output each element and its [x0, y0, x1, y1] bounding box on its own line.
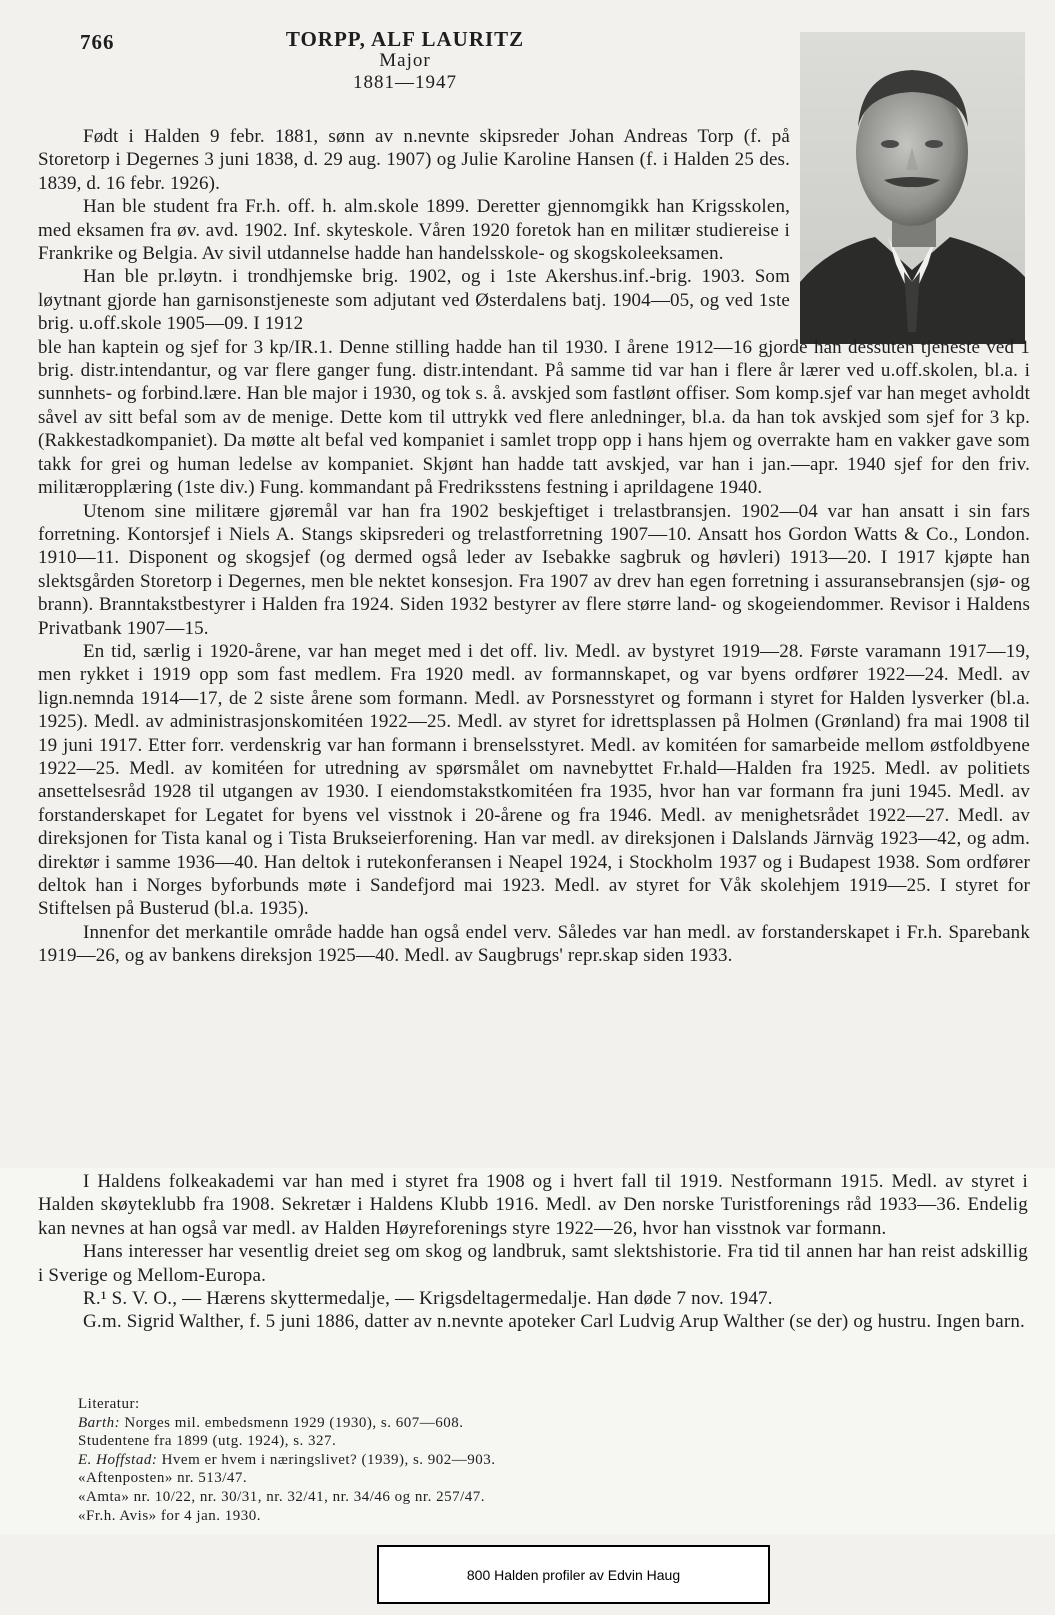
- paragraph-education: Han ble student fra Fr.h. off. h. alm.skole 1899. Deretter gjennomgikk han Krigsskolen, med eksamen fra øv. avd. 1902. Inf. skyteskole. Våren 1920 foretok han en militær studiereise i Frankrike og Belgia. Av sivil utdannelse hadde han handelsskole- og skogskoleeksamen.: [38, 196, 790, 265]
- footer-caption: 800 Halden profiler av Edvin Haug: [466, 1566, 681, 1583]
- literature-list: [78, 1395, 778, 1525]
- literature-item: [78, 1451, 778, 1470]
- footer-caption-box: [377, 1545, 770, 1604]
- literature-item: [78, 1414, 778, 1433]
- literature-item: «Amta» nr. 10/22, nr. 30/31, nr. 32/41, nr. 34/46 og nr. 257/47.: [78, 1488, 485, 1505]
- literature-item: Studentene fra 1899 (utg. 1924), s. 327.: [78, 1433, 337, 1450]
- entry-rank: Major: [379, 50, 431, 71]
- paragraph-business: Utenom sine militære gjøremål var han fra 1902 beskjeftiget i trelastbransjen. 1902—04 var han ansatt i sin fars forretning. Kontorsjef i Niels A. Stangs skipsrederi og trelastforretning 1907—10. Ansatt hos Gordon Watts & Co., London. 1910—11. Disponent og skogsjef (og dermed også leder av Isebakke sagbruk og høvleri) 1913—20. I 1917 kjøpte han slektsgården Storetorp i Degernes, men ble nektet konsesjon. Fra 1907 av drev han egen forretning i assuransebransjen (sjø- og brann). Branntakstbestyrer i Halden fra 1924. Siden 1932 bestyrer av flere større land- og skogeiendommer. Revisor i Haldens Privatbank 1907—15.: [38, 500, 1030, 639]
- literature-text: Norges mil. embedsmenn 1929 (1930), s. 607—608.: [120, 1414, 464, 1431]
- paragraph-birth: Født i Halden 9 febr. 1881, sønn av n.nevnte skipsreder Johan Andreas Torp (f. på Storetorp i Degernes 3 juni 1838, d. 29 aug. 1907) og Julie Karoline Hansen (f. i Halden 25 des. 1839, d. 16 febr. 1926).: [38, 126, 790, 194]
- paragraph-mercantile: Innenfor det merkantile område hadde han også endel verv. Således var han medl. av forstanderskapet i Fr.h. Sparebank 1919—26, og av bankens direksjon 1925—40. Medl. av Saugbrugs' repr.skap siden 1933.: [38, 921, 1030, 967]
- literature-heading: Literatur:: [78, 1396, 140, 1412]
- literature-author: E. Hoffstad:: [78, 1451, 158, 1468]
- paragraph-military-cont: ble han kaptein og sjef for 3 kp/IR.1. Denne stilling hadde han til 1930. I årene 1912—16 gjorde han dessuten tjeneste ved 1 brig. distr.intendantur, og var flere ganger fung. distr.intendant. På samme tid var han i flere år lærer ved u.off.skolen, bl.a. i sunnhets- og forbind.lære. Han ble major i 1930, og tok s. å. avskjed som fastlønt offiser. Som komp.sjef var han meget avholdt såvel av sitt befal som av de menige. Dette kom til uttrykk ved flere anledninger, bl.a. da han tok avskjed som sjef for 3 kp. (Rakkestadkompaniet). Da møtte alt befal ved kompaniet i samlet tropp opp i hans hjem og overrakte ham en vakker gave som takk for grei og human ledelse av kompaniet. Skjønt han hadde tatt avskjed, var han i jan.—apr. 1940 sjef for den friv. militæropplæring (1ste div.) Fung. kommandant på Fredriksstens festning i aprildagene 1940.: [38, 336, 1030, 499]
- page-number: 766: [80, 30, 115, 54]
- literature-item: «Fr.h. Avis» for 4 jan. 1930.: [78, 1507, 261, 1524]
- paragraph-interests: Hans interesser har vesentlig dreiet seg om skog og landbruk, samt slektshistorie. Fra tid til annen har han reist adskillig i Sverige og Mellom-Europa.: [38, 1241, 1028, 1286]
- paragraph-honours: R.¹ S. V. O., — Hærens skyttermedalje, — Krigsdeltagermedalje. Han døde 7 nov. 1947.: [83, 1288, 773, 1310]
- paragraph-public-life: En tid, særlig i 1920-årene, var han meget med i det off. liv. Medl. av bystyret 1919—28. Første varamann 1917—19, men rykket i 1919 opp som fast medlem. Fra 1920 medl. av formannskapet, og var byens ordfører 1922—24. Medl. av lign.nemnda 1914—17, de 2 siste årene som formann. Medl. av Porsnesstyret og formann i styret for Halden lysverker (bl.a. 1925). Medl. av administrasjonskomitéen 1922—25. Medl. av styret for idrettsplassen på Holmen (Grønland) fra mai 1908 til 19 juni 1917. Etter forr. verdenskrig var han formann i brenselsstyret. Medl. av komitéen for samarbeide mellom østfoldbyene 1922—25. Medl. av komitéen for utredning av spørsmålet om navnebyttet Fr.hald—Halden fra 1925. Medl. av politiets ansettelsesråd 1928 til utgangen av 1930. I eiendomstakstkomitéen fra 1935, hvor han var formann fra juni 1945. Medl. av forstanderskapet for Legatet for byens vel visstnok i 20-årene og fra 1946. Medl. av menighetsrådet 1922—27. Medl. av direksjonen for Tista kanal og i Tista Brukseierforening. Han var medl. av direksjonen i Dalslands Järnväg 1923—42, og adm. direktør i samme 1936—40. Han deltok i rutekonferansen i Neapel 1924, i Stockholm 1937 og i Budapest 1938. Som ordfører deltok han i Norges byforbunds møte i Sandefjord mai 1923. Medl. av styret for Våk skolehjem 1919—25. I styret for Stiftelsen på Busterud (bl.a. 1935).: [38, 640, 1030, 920]
- paragraph-marriage: G.m. Sigrid Walther, f. 5 juni 1886, datter av n.nevnte apoteker Carl Ludvig Arup Walther (se der) og hustru. Ingen barn.: [83, 1311, 1026, 1333]
- entry-years: 1881—1947: [353, 72, 457, 93]
- literature-item: «Aftenposten» nr. 513/47.: [78, 1470, 248, 1487]
- paragraph-associations: I Haldens folkeakademi var han med i styret fra 1908 og i hvert fall til 1919. Nestformann 1915. Medl. av styret i Halden skøyteklubb fra 1908. Sekretær i Haldens Klubb 1916. Medl. av Den norske Turistforenings råd 1933—36. Endelig kan nevnes at han også var medl. av Halden Høyreforenings styre 1922—26, hvor han visstnok var formann.: [38, 1171, 1028, 1239]
- biography-lower: [38, 1170, 1028, 1334]
- literature-author: Barth:: [78, 1414, 121, 1431]
- entry-name: TORPP, ALF LAURITZ: [285, 27, 525, 51]
- literature-text: Hvem er hvem i næringslivet? (1939), s. 902—903.: [157, 1451, 496, 1468]
- entry-header: [260, 28, 550, 94]
- paragraph-military-start: Han ble pr.løytn. i trondhjemske brig. 1902, og i 1ste Akershus.inf.-brig. 1903. Som løytnant gjorde han garnisonstjeneste som adjutant ved Østerdalens batj. 1904—05, og ved 1ste brig. u.off.skole 1905—09. I 1912: [38, 266, 790, 335]
- biography-body: [38, 125, 1030, 968]
